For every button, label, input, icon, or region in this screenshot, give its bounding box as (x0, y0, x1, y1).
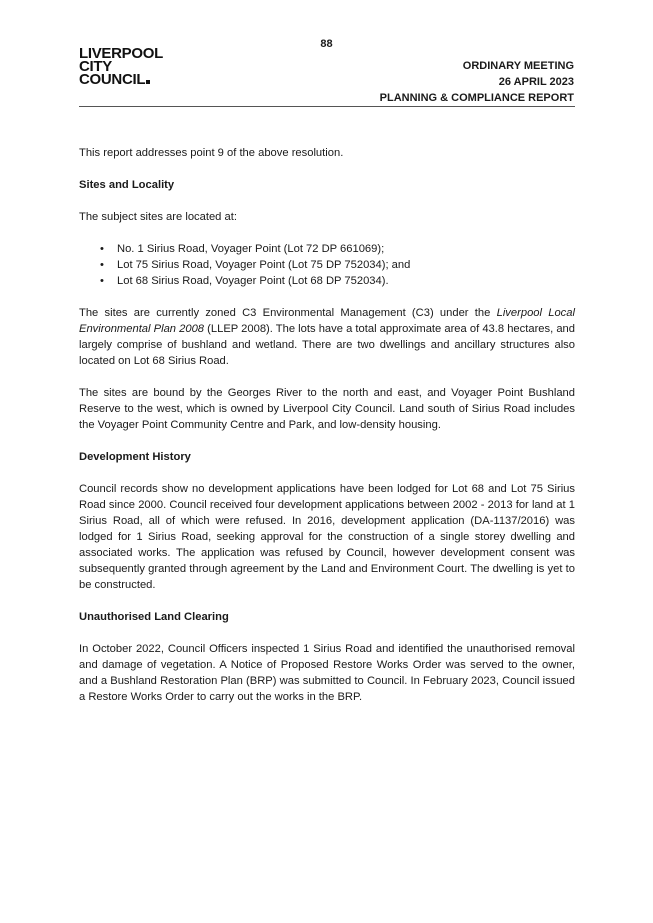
logo-line-2: CITY (79, 58, 112, 75)
meeting-type: ORDINARY MEETING (462, 60, 574, 72)
logo-line-1: LIVERPOOL (79, 45, 163, 62)
zoning-plan-name: Liverpool Local Environmental Plan 2008 (79, 307, 575, 335)
zoning-text-post: (LLEP 2008). The lots have a total approximate area of 43.8 hectares, and largely comprise of bushland and wetland. There are two dwellings and ancillary structures also located on Lot 68 Sirius Road. (79, 323, 576, 367)
header-divider (79, 106, 575, 107)
history-paragraph: Council records show no development applications have been lodged for Lot 68 and Lot 75 Sirius Road since 2000. Council received four development applications between 2002 - 2013 for land at 1 Sirius Road, all of which were refused. In 2016, development application (DA-1137/2016) was lodged for 1 Sirius Road, seeking approval for the construction of a single storey dwelling and associated works. The application was refused by Council, however development consent was subsequently granted through agreement by the Land and Environment Court. The dwelling is yet to be constructed. (79, 483, 575, 591)
logo-dot-icon (146, 80, 150, 84)
sites-heading: Sites and Locality (79, 179, 175, 191)
list-item: • No. 1 Sirius Road, Voyager Point (Lot 72 DP 661069); (117, 241, 575, 257)
liverpool-city-council-logo (79, 47, 163, 86)
report-title: PLANNING & COMPLIANCE REPORT (379, 92, 574, 104)
sites-list (79, 241, 575, 289)
history-heading: Development History (79, 451, 191, 463)
meeting-date: 26 APRIL 2023 (498, 76, 574, 88)
zoning-paragraph (79, 305, 575, 369)
page-number: 88 (320, 38, 333, 50)
report-header (380, 58, 574, 106)
intro-paragraph: This report addresses point 9 of the above resolution. (79, 147, 344, 159)
clearing-heading: Unauthorised Land Clearing (79, 611, 229, 623)
sites-intro: The subject sites are located at: (79, 211, 237, 223)
clearing-paragraph: In October 2022, Council Officers inspected 1 Sirius Road and identified the unauthorised removal and damage of vegetation. A Notice of Proposed Restore Works Order was served to the owner, and a Bushland Restoration Plan (BRP) was submitted to Council. In February 2023, Council issued a Restore Works Order to carry out the works in the BRP. (79, 643, 575, 703)
zoning-text-pre: The sites are currently zoned C3 Environmental Management (C3) under the (79, 307, 497, 319)
bounds-paragraph: The sites are bound by the Georges River to the north and east, and Voyager Point Bushland Reserve to the west, which is owned by Liverpool City Council. Land south of Sirius Road includes the Voyager Point Community Centre and Park, and low-density housing. (79, 387, 575, 431)
logo-line-3-text: COUNCIL (79, 71, 146, 88)
list-item: • Lot 68 Sirius Road, Voyager Point (Lot 68 DP 752034). (117, 273, 575, 289)
report-body (79, 145, 575, 721)
list-item: • Lot 75 Sirius Road, Voyager Point (Lot 75 DP 752034); and (117, 257, 575, 273)
logo-line-3 (79, 73, 163, 86)
